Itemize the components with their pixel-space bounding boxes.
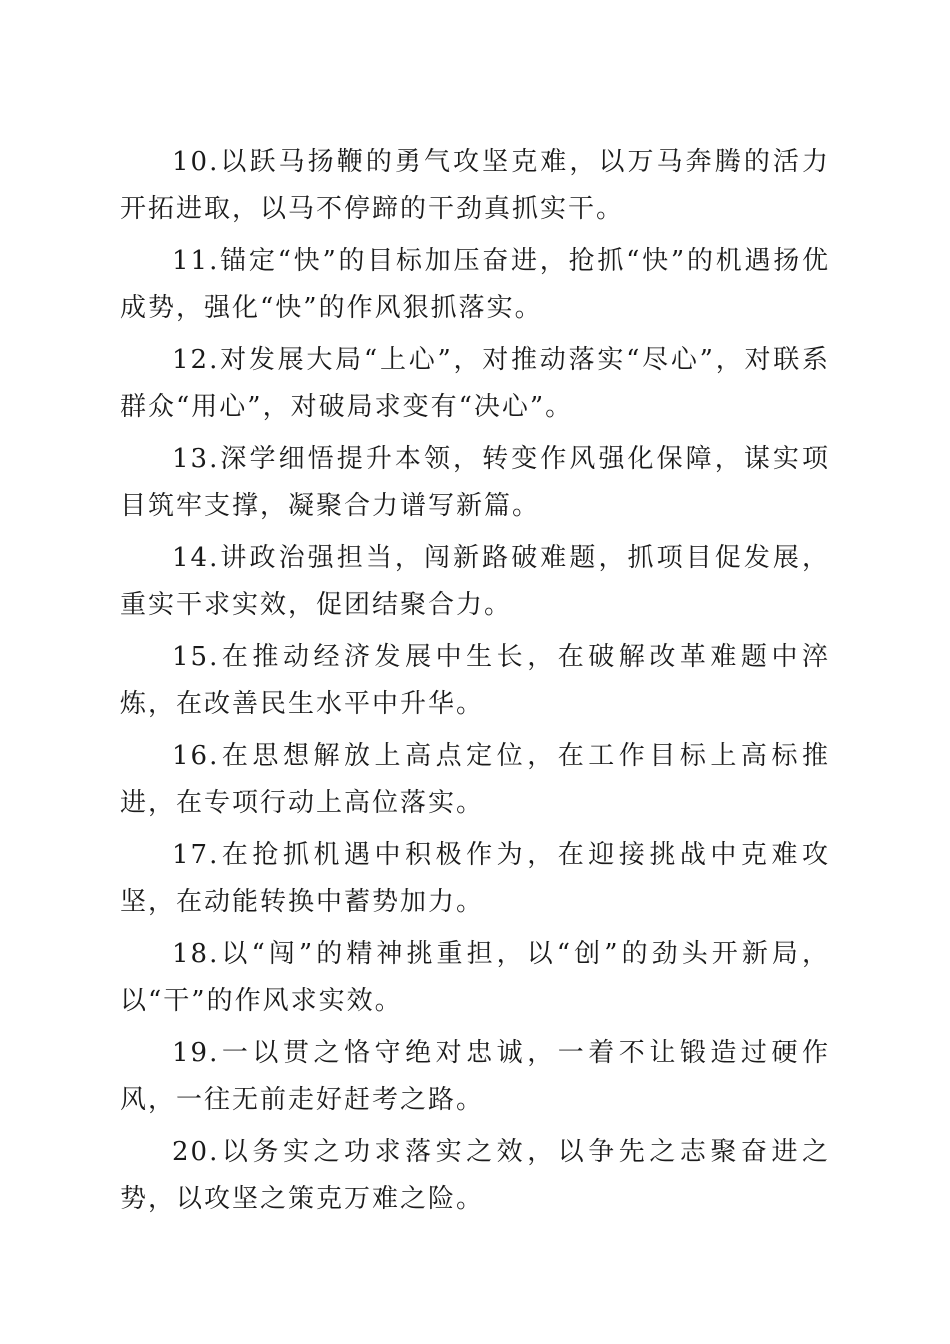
paragraph-10: 10.以跃马扬鞭的勇气攻坚克难，以万马奔腾的活力开拓进取，以马不停蹄的干劲真抓实干。 — [120, 147, 830, 224]
paragraph-16: 16.在思想解放上高点定位，在工作目标上高标推进，在专项行动上高位落实。 — [120, 741, 830, 818]
paragraph-20: 20.以务实之功求落实之效，以争先之志聚奋进之势，以攻坚之策克万难之险。 — [120, 1137, 830, 1214]
paragraph-13: 13.深学细悟提升本领，转变作风强化保障，谋实项目筑牢支撑，凝聚合力谱写新篇。 — [120, 444, 830, 521]
document-body — [120, 139, 830, 1228]
paragraph-15: 15.在推动经济发展中生长，在破解改革难题中淬炼，在改善民生水平中升华。 — [120, 642, 830, 719]
paragraph-19: 19.一以贯之恪守绝对忠诚，一着不让锻造过硬作风，一往无前走好赶考之路。 — [120, 1038, 830, 1115]
paragraph-18: 18.以“闯”的精神挑重担，以“创”的劲头开新局，以“干”的作风求实效。 — [120, 939, 830, 1016]
paragraph-11: 11.锚定“快”的目标加压奋进，抢抓“快”的机遇扬优成势，强化“快”的作风狠抓落实。 — [120, 246, 830, 323]
paragraph-17: 17.在抢抓机遇中积极作为，在迎接挑战中克难攻坚，在动能转换中蓄势加力。 — [120, 840, 830, 917]
paragraph-12: 12.对发展大局“上心”，对推动落实“尽心”，对联系群众“用心”，对破局求变有“决心”。 — [120, 345, 830, 422]
paragraph-14: 14.讲政治强担当，闯新路破难题，抓项目促发展，重实干求实效，促团结聚合力。 — [120, 543, 830, 620]
